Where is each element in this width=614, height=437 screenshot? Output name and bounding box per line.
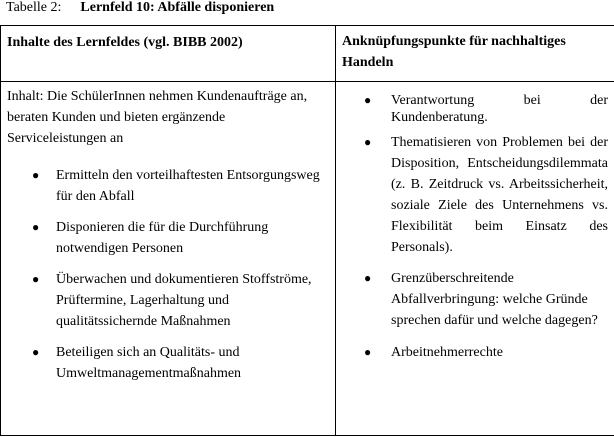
list-item-text: Beteiligen sich an Qualitäts- und Umweltmanagementmaßnahmen [56, 345, 242, 381]
body-row [1, 82, 614, 436]
header-cell-right [336, 26, 614, 82]
right-bullet-list [336, 92, 614, 363]
list-item [1, 165, 335, 207]
list-item [1, 217, 335, 259]
header-right-text: Anknüpfungspunkte für nachhaltiges Handeln [342, 34, 566, 70]
bullet-icon: ● [32, 168, 40, 182]
bullet-icon: ● [364, 135, 372, 149]
bullet-icon: ● [364, 93, 372, 107]
list-item [1, 342, 335, 384]
list-item [336, 132, 614, 258]
list-item-text: Verantwortung bei der Kundenberatung. [391, 93, 608, 125]
caption-title: Lernfeld 10: Abfälle disponieren [80, 0, 275, 15]
table-caption [6, 0, 274, 16]
header-left-text: Inhalte des Lernfeldes (vgl. BIBB 2002) [7, 35, 243, 50]
list-item [1, 269, 335, 332]
list-item-text: Thematisieren von Problemen bei der Disposition, Entscheidungsdilemmata (z. B. Zeitdruck vs. Arbeitssicherheit, soziale Ziele des Unternehmens vs. Flexibilität beim Einsatz des Personals). [391, 135, 608, 255]
bullet-icon: ● [364, 271, 372, 285]
header-cell-left [1, 26, 336, 82]
body-cell-right [336, 82, 614, 436]
left-intro-text: Inhalt: Die SchülerInnen nehmen Kundenaufträge an, beraten Kunden und bieten ergänzende Serviceleistungen an [7, 89, 308, 146]
caption-label: Tabelle 2: [6, 0, 62, 15]
list-item [336, 342, 614, 363]
list-item-text: Arbeitnehmerrechte [391, 345, 503, 360]
list-item-text: Disponieren die für die Durchführung notwendigen Personen [56, 220, 269, 256]
bullet-icon: ● [32, 345, 40, 359]
list-item-text: Grenzüberschreitende Abfallverbringung: welche Gründe sprechen dafür und welche dagegen? [391, 271, 598, 328]
bullet-icon: ● [32, 220, 40, 234]
list-item [336, 92, 614, 126]
list-item-text: Überwachen und dokumentieren Stoffströme, Prüftermine, Lagerhaltung und qualitätssichernde Maßnahmen [56, 272, 312, 329]
body-cell-left [1, 82, 336, 436]
bullet-icon: ● [364, 345, 372, 359]
header-row [1, 26, 614, 82]
content-table [0, 25, 614, 436]
left-bullet-list [1, 165, 335, 384]
list-item [336, 268, 614, 331]
list-item-text: Ermitteln den vorteilhaftesten Entsorgungsweg für den Abfall [56, 168, 320, 204]
bullet-icon: ● [32, 272, 40, 286]
